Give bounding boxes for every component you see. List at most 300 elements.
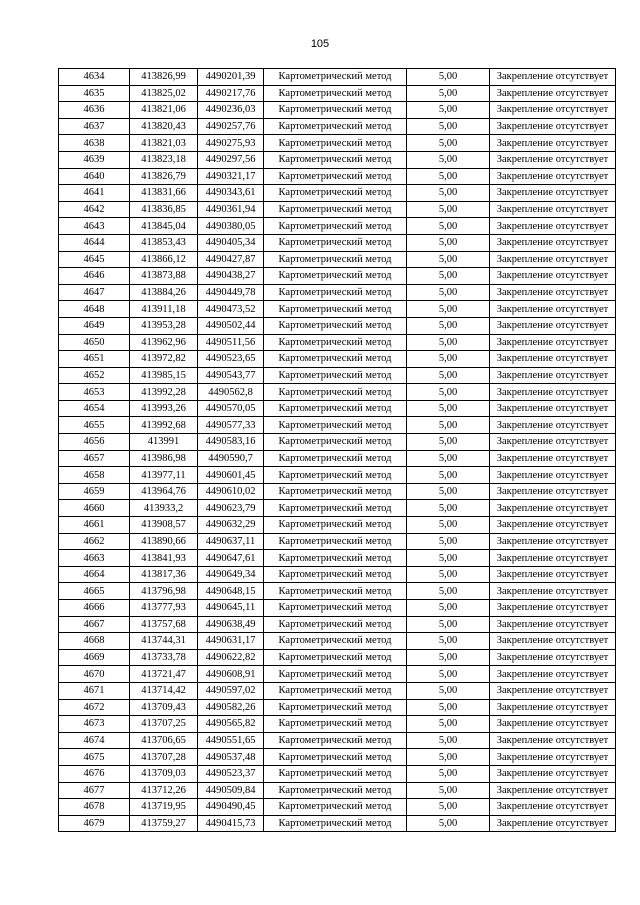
y-coordinate-cell: 4490562,8: [198, 384, 264, 401]
x-coordinate-cell: 413964,76: [130, 483, 198, 500]
method-cell: Картометрический метод: [264, 799, 407, 816]
table-row: [59, 467, 616, 484]
method-cell: Картометрический метод: [264, 749, 407, 766]
x-coordinate-cell: 413841,93: [130, 550, 198, 567]
x-coordinate-cell: 413714,42: [130, 682, 198, 699]
method-cell: Картометрический метод: [264, 765, 407, 782]
point-number-cell: 4644: [59, 234, 130, 251]
table-row: [59, 384, 616, 401]
method-cell: Картометрический метод: [264, 234, 407, 251]
fixation-cell: Закрепление отсутствует: [490, 732, 616, 749]
x-coordinate-cell: 413972,82: [130, 351, 198, 368]
method-cell: Картометрический метод: [264, 317, 407, 334]
x-coordinate-cell: 413890,66: [130, 533, 198, 550]
table-row: [59, 716, 616, 733]
point-number-cell: 4658: [59, 467, 130, 484]
point-number-cell: 4677: [59, 782, 130, 799]
y-coordinate-cell: 4490622,82: [198, 649, 264, 666]
method-cell: Картометрический метод: [264, 550, 407, 567]
method-cell: Картометрический метод: [264, 185, 407, 202]
fixation-cell: Закрепление отсутствует: [490, 102, 616, 119]
accuracy-cell: 5,00: [407, 716, 490, 733]
fixation-cell: Закрепление отсутствует: [490, 234, 616, 251]
x-coordinate-cell: 413817,36: [130, 566, 198, 583]
accuracy-cell: 5,00: [407, 450, 490, 467]
y-coordinate-cell: 4490511,56: [198, 334, 264, 351]
method-cell: Картометрический метод: [264, 102, 407, 119]
x-coordinate-cell: 413825,02: [130, 85, 198, 102]
table-row: [59, 649, 616, 666]
fixation-cell: Закрепление отсутствует: [490, 301, 616, 318]
method-cell: Картометрический метод: [264, 716, 407, 733]
table-row: [59, 334, 616, 351]
table-row: [59, 699, 616, 716]
fixation-cell: Закрепление отсутствует: [490, 135, 616, 152]
x-coordinate-cell: 413826,99: [130, 69, 198, 86]
accuracy-cell: 5,00: [407, 600, 490, 617]
accuracy-cell: 5,00: [407, 118, 490, 135]
y-coordinate-cell: 4490638,49: [198, 616, 264, 633]
point-number-cell: 4659: [59, 483, 130, 500]
table-row: [59, 234, 616, 251]
y-coordinate-cell: 4490321,17: [198, 168, 264, 185]
point-number-cell: 4665: [59, 583, 130, 600]
method-cell: Картометрический метод: [264, 600, 407, 617]
method-cell: Картометрический метод: [264, 566, 407, 583]
table-row: [59, 749, 616, 766]
accuracy-cell: 5,00: [407, 251, 490, 268]
point-number-cell: 4647: [59, 284, 130, 301]
point-number-cell: 4673: [59, 716, 130, 733]
accuracy-cell: 5,00: [407, 301, 490, 318]
x-coordinate-cell: 413853,43: [130, 234, 198, 251]
method-cell: Картометрический метод: [264, 782, 407, 799]
method-cell: Картометрический метод: [264, 69, 407, 86]
x-coordinate-cell: 413777,93: [130, 600, 198, 617]
fixation-cell: Закрепление отсутствует: [490, 500, 616, 517]
y-coordinate-cell: 4490649,34: [198, 566, 264, 583]
y-coordinate-cell: 4490380,05: [198, 218, 264, 235]
x-coordinate-cell: 413992,68: [130, 417, 198, 434]
method-cell: Картометрический метод: [264, 483, 407, 500]
accuracy-cell: 5,00: [407, 699, 490, 716]
x-coordinate-cell: 413831,66: [130, 185, 198, 202]
method-cell: Картометрический метод: [264, 151, 407, 168]
fixation-cell: Закрепление отсутствует: [490, 517, 616, 534]
x-coordinate-cell: 413884,26: [130, 284, 198, 301]
y-coordinate-cell: 4490570,05: [198, 400, 264, 417]
coordinates-table-body: [59, 69, 616, 832]
point-number-cell: 4643: [59, 218, 130, 235]
fixation-cell: Закрепление отсутствует: [490, 600, 616, 617]
point-number-cell: 4634: [59, 69, 130, 86]
accuracy-cell: 5,00: [407, 434, 490, 451]
y-coordinate-cell: 4490537,48: [198, 749, 264, 766]
x-coordinate-cell: 413986,98: [130, 450, 198, 467]
accuracy-cell: 5,00: [407, 533, 490, 550]
table-row: [59, 434, 616, 451]
x-coordinate-cell: 413823,18: [130, 151, 198, 168]
x-coordinate-cell: 413744,31: [130, 633, 198, 650]
method-cell: Картометрический метод: [264, 218, 407, 235]
method-cell: Картометрический метод: [264, 699, 407, 716]
method-cell: Картометрический метод: [264, 467, 407, 484]
method-cell: Картометрический метод: [264, 85, 407, 102]
accuracy-cell: 5,00: [407, 666, 490, 683]
accuracy-cell: 5,00: [407, 517, 490, 534]
point-number-cell: 4656: [59, 434, 130, 451]
x-coordinate-cell: 413908,57: [130, 517, 198, 534]
table-row: [59, 118, 616, 135]
method-cell: Картометрический метод: [264, 666, 407, 683]
point-number-cell: 4652: [59, 367, 130, 384]
table-row: [59, 815, 616, 832]
table-row: [59, 69, 616, 86]
x-coordinate-cell: 413709,03: [130, 765, 198, 782]
point-number-cell: 4679: [59, 815, 130, 832]
y-coordinate-cell: 4490297,56: [198, 151, 264, 168]
fixation-cell: Закрепление отсутствует: [490, 566, 616, 583]
table-row: [59, 583, 616, 600]
accuracy-cell: 5,00: [407, 400, 490, 417]
fixation-cell: Закрепление отсутствует: [490, 749, 616, 766]
point-number-cell: 4653: [59, 384, 130, 401]
accuracy-cell: 5,00: [407, 168, 490, 185]
point-number-cell: 4669: [59, 649, 130, 666]
y-coordinate-cell: 4490582,26: [198, 699, 264, 716]
y-coordinate-cell: 4490551,65: [198, 732, 264, 749]
fixation-cell: Закрепление отсутствует: [490, 782, 616, 799]
coordinates-table: [58, 68, 616, 832]
fixation-cell: Закрепление отсутствует: [490, 450, 616, 467]
fixation-cell: Закрепление отсутствует: [490, 417, 616, 434]
accuracy-cell: 5,00: [407, 185, 490, 202]
fixation-cell: Закрепление отсутствует: [490, 367, 616, 384]
accuracy-cell: 5,00: [407, 367, 490, 384]
x-coordinate-cell: 413991: [130, 434, 198, 451]
y-coordinate-cell: 4490415,73: [198, 815, 264, 832]
method-cell: Картометрический метод: [264, 400, 407, 417]
y-coordinate-cell: 4490236,03: [198, 102, 264, 119]
table-row: [59, 251, 616, 268]
y-coordinate-cell: 4490590,7: [198, 450, 264, 467]
point-number-cell: 4670: [59, 666, 130, 683]
fixation-cell: Закрепление отсутствует: [490, 85, 616, 102]
point-number-cell: 4645: [59, 251, 130, 268]
x-coordinate-cell: 413836,85: [130, 201, 198, 218]
x-coordinate-cell: 413985,15: [130, 367, 198, 384]
table-row: [59, 102, 616, 119]
x-coordinate-cell: 413719,95: [130, 799, 198, 816]
accuracy-cell: 5,00: [407, 334, 490, 351]
accuracy-cell: 5,00: [407, 384, 490, 401]
fixation-cell: Закрепление отсутствует: [490, 185, 616, 202]
point-number-cell: 4675: [59, 749, 130, 766]
method-cell: Картометрический метод: [264, 633, 407, 650]
x-coordinate-cell: 413933,2: [130, 500, 198, 517]
accuracy-cell: 5,00: [407, 234, 490, 251]
point-number-cell: 4657: [59, 450, 130, 467]
y-coordinate-cell: 4490543,77: [198, 367, 264, 384]
accuracy-cell: 5,00: [407, 616, 490, 633]
x-coordinate-cell: 413709,43: [130, 699, 198, 716]
point-number-cell: 4640: [59, 168, 130, 185]
x-coordinate-cell: 413845,04: [130, 218, 198, 235]
method-cell: Картометрический метод: [264, 351, 407, 368]
point-number-cell: 4660: [59, 500, 130, 517]
method-cell: Картометрический метод: [264, 732, 407, 749]
x-coordinate-cell: 413721,47: [130, 666, 198, 683]
point-number-cell: 4637: [59, 118, 130, 135]
table-row: [59, 483, 616, 500]
method-cell: Картометрический метод: [264, 118, 407, 135]
table-row: [59, 517, 616, 534]
fixation-cell: Закрепление отсутствует: [490, 467, 616, 484]
x-coordinate-cell: 413866,12: [130, 251, 198, 268]
point-number-cell: 4671: [59, 682, 130, 699]
fixation-cell: Закрепление отсутствует: [490, 69, 616, 86]
fixation-cell: Закрепление отсутствует: [490, 699, 616, 716]
point-number-cell: 4650: [59, 334, 130, 351]
method-cell: Картометрический метод: [264, 334, 407, 351]
accuracy-cell: 5,00: [407, 351, 490, 368]
y-coordinate-cell: 4490601,45: [198, 467, 264, 484]
x-coordinate-cell: 413706,65: [130, 732, 198, 749]
method-cell: Картометрический метод: [264, 434, 407, 451]
fixation-cell: Закрепление отсутствует: [490, 334, 616, 351]
fixation-cell: Закрепление отсутствует: [490, 533, 616, 550]
point-number-cell: 4654: [59, 400, 130, 417]
point-number-cell: 4676: [59, 765, 130, 782]
accuracy-cell: 5,00: [407, 550, 490, 567]
y-coordinate-cell: 4490597,02: [198, 682, 264, 699]
accuracy-cell: 5,00: [407, 815, 490, 832]
fixation-cell: Закрепление отсутствует: [490, 649, 616, 666]
table-row: [59, 566, 616, 583]
accuracy-cell: 5,00: [407, 218, 490, 235]
accuracy-cell: 5,00: [407, 268, 490, 285]
point-number-cell: 4661: [59, 517, 130, 534]
method-cell: Картометрический метод: [264, 301, 407, 318]
fixation-cell: Закрепление отсутствует: [490, 251, 616, 268]
table-row: [59, 151, 616, 168]
y-coordinate-cell: 4490577,33: [198, 417, 264, 434]
table-row: [59, 201, 616, 218]
table-row: [59, 682, 616, 699]
method-cell: Картометрический метод: [264, 268, 407, 285]
accuracy-cell: 5,00: [407, 85, 490, 102]
accuracy-cell: 5,00: [407, 135, 490, 152]
table-row: [59, 799, 616, 816]
fixation-cell: Закрепление отсутствует: [490, 616, 616, 633]
x-coordinate-cell: 413707,28: [130, 749, 198, 766]
point-number-cell: 4646: [59, 268, 130, 285]
point-number-cell: 4666: [59, 600, 130, 617]
accuracy-cell: 5,00: [407, 799, 490, 816]
table-row: [59, 284, 616, 301]
fixation-cell: Закрепление отсутствует: [490, 351, 616, 368]
fixation-cell: Закрепление отсутствует: [490, 799, 616, 816]
point-number-cell: 4635: [59, 85, 130, 102]
accuracy-cell: 5,00: [407, 102, 490, 119]
y-coordinate-cell: 4490275,93: [198, 135, 264, 152]
y-coordinate-cell: 4490217,76: [198, 85, 264, 102]
method-cell: Картометрический метод: [264, 517, 407, 534]
accuracy-cell: 5,00: [407, 151, 490, 168]
method-cell: Картометрический метод: [264, 616, 407, 633]
table-row: [59, 168, 616, 185]
y-coordinate-cell: 4490523,65: [198, 351, 264, 368]
accuracy-cell: 5,00: [407, 732, 490, 749]
point-number-cell: 4655: [59, 417, 130, 434]
fixation-cell: Закрепление отсутствует: [490, 666, 616, 683]
point-number-cell: 4663: [59, 550, 130, 567]
fixation-cell: Закрепление отсутствует: [490, 583, 616, 600]
fixation-cell: Закрепление отсутствует: [490, 483, 616, 500]
table-row: [59, 417, 616, 434]
accuracy-cell: 5,00: [407, 417, 490, 434]
table-row: [59, 450, 616, 467]
x-coordinate-cell: 413759,27: [130, 815, 198, 832]
method-cell: Картометрический метод: [264, 417, 407, 434]
point-number-cell: 4639: [59, 151, 130, 168]
method-cell: Картометрический метод: [264, 649, 407, 666]
accuracy-cell: 5,00: [407, 749, 490, 766]
point-number-cell: 4649: [59, 317, 130, 334]
y-coordinate-cell: 4490610,02: [198, 483, 264, 500]
y-coordinate-cell: 4490201,39: [198, 69, 264, 86]
x-coordinate-cell: 413993,26: [130, 400, 198, 417]
table-row: [59, 533, 616, 550]
method-cell: Картометрический метод: [264, 384, 407, 401]
y-coordinate-cell: 4490583,16: [198, 434, 264, 451]
y-coordinate-cell: 4490509,84: [198, 782, 264, 799]
accuracy-cell: 5,00: [407, 500, 490, 517]
accuracy-cell: 5,00: [407, 682, 490, 699]
fixation-cell: Закрепление отсутствует: [490, 284, 616, 301]
accuracy-cell: 5,00: [407, 201, 490, 218]
point-number-cell: 4636: [59, 102, 130, 119]
x-coordinate-cell: 413962,96: [130, 334, 198, 351]
table-row: [59, 500, 616, 517]
y-coordinate-cell: 4490631,17: [198, 633, 264, 650]
table-row: [59, 550, 616, 567]
y-coordinate-cell: 4490632,29: [198, 517, 264, 534]
method-cell: Картометрический метод: [264, 583, 407, 600]
method-cell: Картометрический метод: [264, 450, 407, 467]
point-number-cell: 4667: [59, 616, 130, 633]
fixation-cell: Закрепление отсутствует: [490, 151, 616, 168]
x-coordinate-cell: 413821,03: [130, 135, 198, 152]
point-number-cell: 4651: [59, 351, 130, 368]
point-number-cell: 4662: [59, 533, 130, 550]
x-coordinate-cell: 413796,98: [130, 583, 198, 600]
y-coordinate-cell: 4490473,52: [198, 301, 264, 318]
method-cell: Картометрический метод: [264, 135, 407, 152]
method-cell: Картометрический метод: [264, 533, 407, 550]
accuracy-cell: 5,00: [407, 765, 490, 782]
table-row: [59, 185, 616, 202]
point-number-cell: 4642: [59, 201, 130, 218]
fixation-cell: Закрепление отсутствует: [490, 815, 616, 832]
fixation-cell: Закрепление отсутствует: [490, 434, 616, 451]
x-coordinate-cell: 413977,11: [130, 467, 198, 484]
point-number-cell: 4641: [59, 185, 130, 202]
x-coordinate-cell: 413821,06: [130, 102, 198, 119]
table-row: [59, 600, 616, 617]
fixation-cell: Закрепление отсутствует: [490, 384, 616, 401]
x-coordinate-cell: 413712,26: [130, 782, 198, 799]
y-coordinate-cell: 4490565,82: [198, 716, 264, 733]
table-row: [59, 268, 616, 285]
accuracy-cell: 5,00: [407, 467, 490, 484]
accuracy-cell: 5,00: [407, 649, 490, 666]
table-row: [59, 732, 616, 749]
accuracy-cell: 5,00: [407, 566, 490, 583]
table-row: [59, 633, 616, 650]
table-row: [59, 85, 616, 102]
accuracy-cell: 5,00: [407, 583, 490, 600]
table-row: [59, 351, 616, 368]
y-coordinate-cell: 4490608,91: [198, 666, 264, 683]
x-coordinate-cell: 413873,88: [130, 268, 198, 285]
y-coordinate-cell: 4490257,76: [198, 118, 264, 135]
y-coordinate-cell: 4490647,61: [198, 550, 264, 567]
table-row: [59, 400, 616, 417]
method-cell: Картометрический метод: [264, 168, 407, 185]
y-coordinate-cell: 4490645,11: [198, 600, 264, 617]
y-coordinate-cell: 4490438,27: [198, 268, 264, 285]
x-coordinate-cell: 413757,68: [130, 616, 198, 633]
y-coordinate-cell: 4490523,37: [198, 765, 264, 782]
point-number-cell: 4638: [59, 135, 130, 152]
method-cell: Картометрический метод: [264, 500, 407, 517]
x-coordinate-cell: 413733,78: [130, 649, 198, 666]
fixation-cell: Закрепление отсутствует: [490, 118, 616, 135]
method-cell: Картометрический метод: [264, 682, 407, 699]
table-row: [59, 782, 616, 799]
table-row: [59, 367, 616, 384]
y-coordinate-cell: 4490623,79: [198, 500, 264, 517]
y-coordinate-cell: 4490427,87: [198, 251, 264, 268]
accuracy-cell: 5,00: [407, 782, 490, 799]
fixation-cell: Закрепление отсутствует: [490, 168, 616, 185]
x-coordinate-cell: 413707,25: [130, 716, 198, 733]
method-cell: Картометрический метод: [264, 367, 407, 384]
fixation-cell: Закрепление отсутствует: [490, 716, 616, 733]
y-coordinate-cell: 4490502,44: [198, 317, 264, 334]
fixation-cell: Закрепление отсутствует: [490, 201, 616, 218]
point-number-cell: 4674: [59, 732, 130, 749]
x-coordinate-cell: 413953,28: [130, 317, 198, 334]
x-coordinate-cell: 413992,28: [130, 384, 198, 401]
table-row: [59, 317, 616, 334]
y-coordinate-cell: 4490343,61: [198, 185, 264, 202]
fixation-cell: Закрепление отсутствует: [490, 268, 616, 285]
method-cell: Картометрический метод: [264, 251, 407, 268]
table-row: [59, 218, 616, 235]
x-coordinate-cell: 413820,43: [130, 118, 198, 135]
table-row: [59, 765, 616, 782]
y-coordinate-cell: 4490648,15: [198, 583, 264, 600]
y-coordinate-cell: 4490490,45: [198, 799, 264, 816]
fixation-cell: Закрепление отсутствует: [490, 218, 616, 235]
accuracy-cell: 5,00: [407, 633, 490, 650]
table-row: [59, 301, 616, 318]
accuracy-cell: 5,00: [407, 483, 490, 500]
fixation-cell: Закрепление отсутствует: [490, 550, 616, 567]
point-number-cell: 4664: [59, 566, 130, 583]
